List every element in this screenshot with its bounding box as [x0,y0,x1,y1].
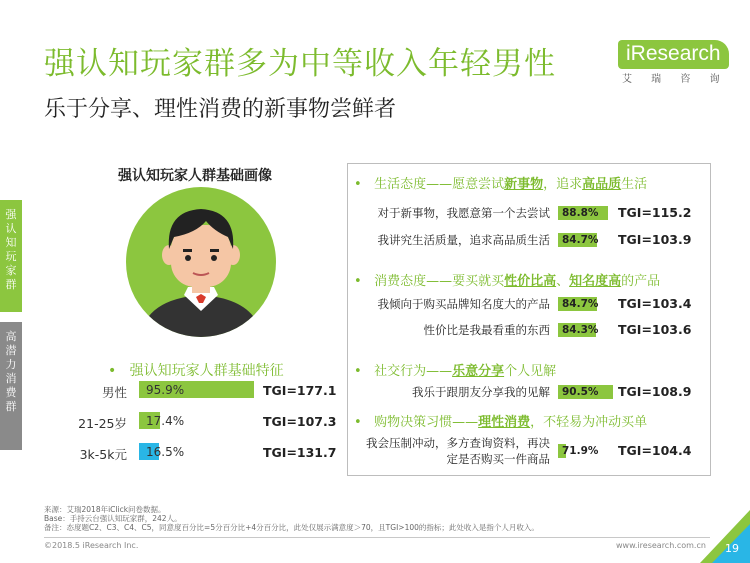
heading-text: 个人见解 [504,364,557,379]
footer-divider [44,537,710,538]
heading-emphasis: 新事物 [504,177,544,192]
heading-emphasis: 高品质 [582,177,622,192]
feature-value: 16.5% [146,445,185,459]
heading-text: 、 [556,274,570,289]
statement-text: 我倾向于购买品牌知名度大的产品 [377,297,550,311]
side-tab-label: 强 认 知 玩 家 群 [5,208,17,291]
heading-text: ，追求 [543,177,583,192]
footer-url: www.iresearch.com.cn [616,541,706,550]
feature-value: 95.9% [146,383,185,397]
logo-subtitle: 艾 瑞 咨 询 [622,74,728,85]
heading-text: 生活 [621,177,648,192]
statement-value: 88.8% [562,207,599,219]
statement-tgi: TGI=103.6 [618,322,692,337]
page-corner-decoration [700,510,750,563]
statement-text: 我会压制冲动，多方查询资料，再决定是否购买一件商品 [366,436,550,466]
statement-text: 性价比是我最看重的东西 [423,323,550,337]
statement-tgi: TGI=108.9 [618,384,692,399]
footer-copyright: ©2018.5 iResearch Inc. [44,541,139,550]
section-heading [354,360,556,379]
features-title [108,360,284,380]
statement-text: 对于新事物，我愿意第一个去尝试 [377,206,550,220]
feature-tgi: TGI=107.3 [263,414,337,429]
features-title-text: 强认知玩家人群基础特征 [129,363,284,379]
feature-tgi: TGI=177.1 [263,383,337,398]
statement-value: 84.7% [562,298,599,310]
side-tab-strong-cognition[interactable] [0,200,22,312]
bullet-icon: • [354,177,375,192]
heading-text: 社交行为—— [374,364,453,379]
statement-value: 71.9% [562,445,599,457]
iresearch-logo: iResearch [618,40,729,69]
page-subtitle: 乐于分享、理性消费的新事物尝鲜者 [44,97,397,122]
bullet-icon: • [108,363,117,379]
bullet-icon: • [354,274,375,289]
statement-value: 90.5% [562,386,599,398]
heading-emphasis: 性价比高 [504,274,557,289]
heading-text: 的产品 [621,274,661,289]
note-base: Base：手持云台强认知玩家群，242人。 [44,514,182,523]
feature-label: 男性 [101,385,127,400]
note-remark: 备注：态度题C2、C3、C4、C5，同意度百分比=5分百分比+4分百分比，此处仅展示满意度＞70，且TGI>100的指标；此处收入是指个人月收入。 [44,523,539,532]
statement-value: 84.7% [562,234,599,246]
page-number: 19 [725,542,739,555]
page-title: 强认知玩家群多为中等收入年轻男性 [44,46,556,82]
statement-value: 84.3% [562,324,599,336]
heading-emphasis: 知名度高 [569,274,622,289]
section-heading [354,173,647,192]
section-heading [354,270,660,289]
section-heading [354,411,647,430]
bullet-icon: • [354,364,375,379]
feature-tgi: TGI=131.7 [263,445,337,460]
statement-tgi: TGI=103.4 [618,296,692,311]
feature-label: 21-25岁 [78,416,127,431]
heading-text: 生活态度——愿意尝试 [374,177,505,192]
statement-tgi: TGI=103.9 [618,232,692,247]
statement-text: 我乐于跟朋友分享我的见解 [412,385,550,399]
heading-text: 购物决策习惯—— [374,415,479,430]
side-tab-label: 高 潜 力 消 费 群 [5,330,17,413]
avatar-illustration [126,187,276,337]
bullet-icon: • [354,415,375,430]
side-tab-high-potential[interactable] [0,322,22,450]
portrait-title: 强认知玩家人群基础画像 [118,168,272,184]
heading-emphasis: 理性消费 [478,415,531,430]
feature-label: 3k-5k元 [79,447,127,462]
heading-emphasis: 乐意分享 [452,364,505,379]
statement-text: 我讲究生活质量，追求高品质生活 [377,233,550,247]
feature-value: 17.4% [146,414,185,428]
heading-text: 消费态度——要买就买 [374,274,505,289]
statement-tgi: TGI=115.2 [618,205,692,220]
note-source: 来源：艾瑞2018年iClick问卷数据。 [44,505,166,514]
statement-tgi: TGI=104.4 [618,443,692,458]
heading-text: ，不轻易为冲动买单 [530,415,648,430]
